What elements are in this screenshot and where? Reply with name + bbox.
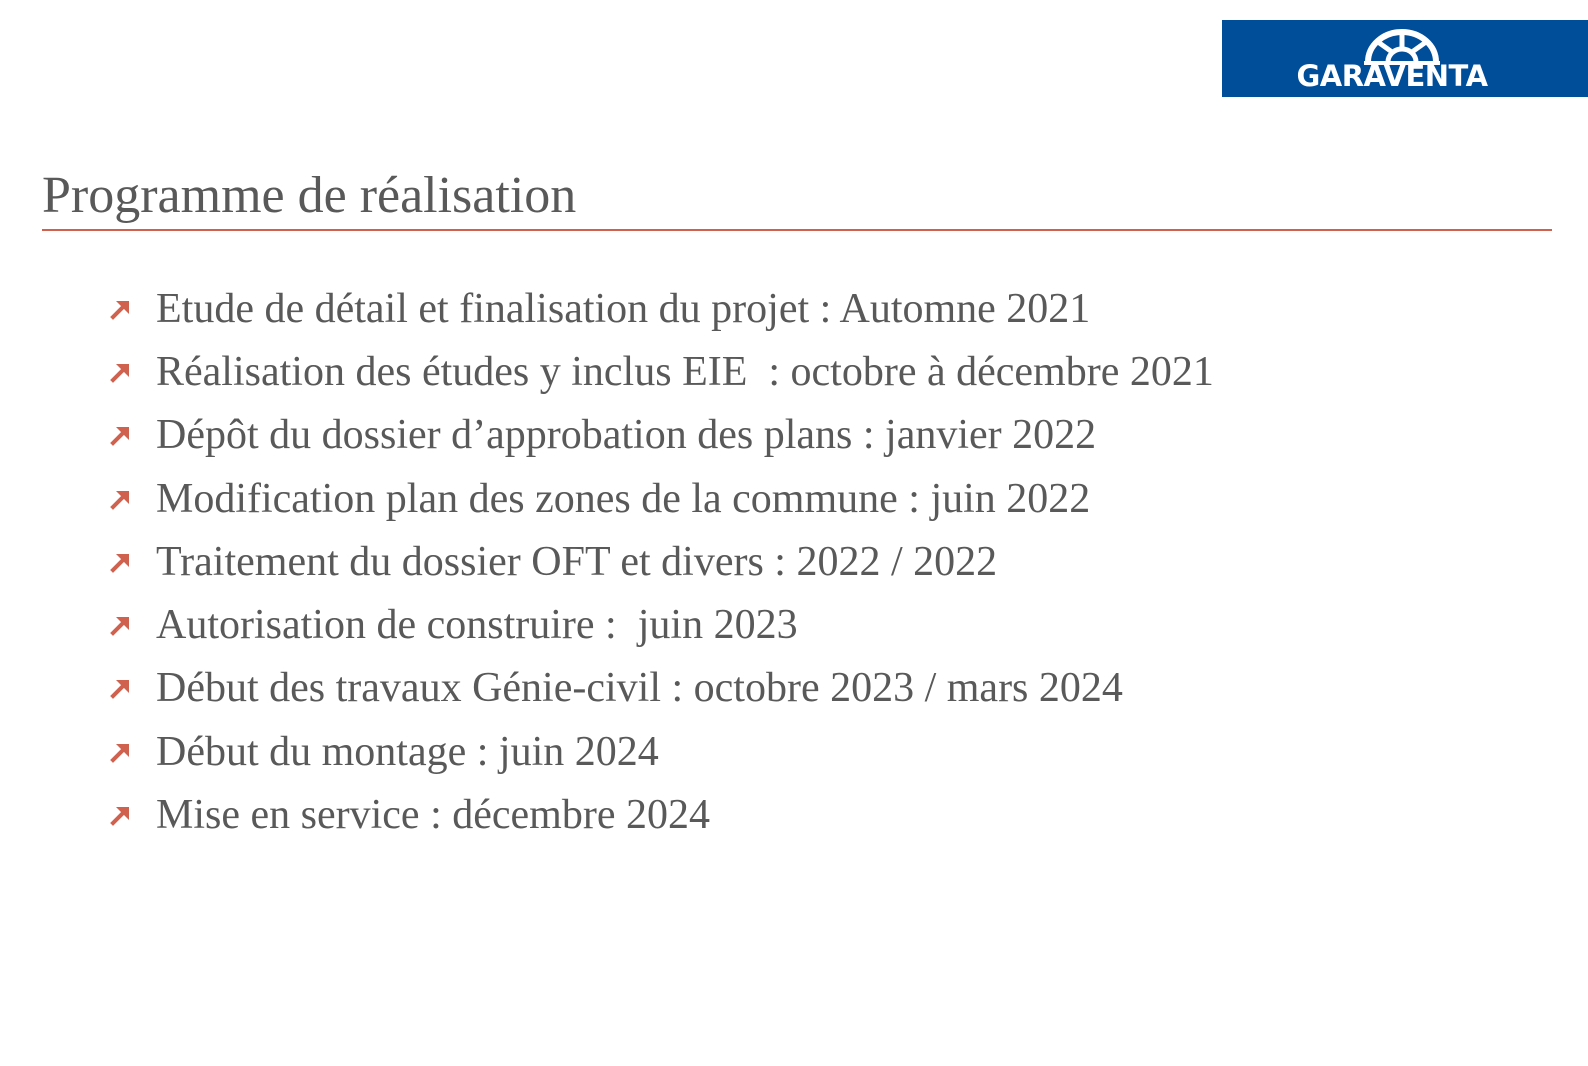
list-item	[108, 530, 1214, 593]
arrow-up-right-icon	[108, 675, 134, 701]
list-item	[108, 277, 1214, 340]
list-item	[108, 783, 1214, 846]
arrow-up-right-icon	[108, 486, 134, 512]
list-item-text: Début du montage : juin 2024	[156, 728, 659, 775]
list-item-text: Traitement du dossier OFT et divers : 2022 / 2022	[156, 538, 998, 585]
arrow-up-right-icon	[108, 296, 134, 322]
page-title: Programme de réalisation	[42, 167, 577, 224]
arrow-up-right-icon	[108, 359, 134, 385]
list-item	[108, 657, 1214, 720]
arrow-up-right-icon	[108, 549, 134, 575]
list-item	[108, 593, 1214, 656]
list-item	[108, 467, 1214, 530]
list-item	[108, 720, 1214, 783]
title-divider	[42, 229, 1552, 231]
list-item-text: Dépôt du dossier d’approbation des plans : janvier 2022	[156, 412, 1097, 459]
arrow-up-right-icon	[108, 612, 134, 638]
list-item-text: Autorisation de construire : juin 2023	[156, 602, 798, 649]
list-item	[108, 404, 1214, 467]
arrow-up-right-icon	[108, 802, 134, 828]
list-item-text: Modification plan des zones de la commune : juin 2022	[156, 475, 1091, 522]
list-item-text: Début des travaux Génie-civil : octobre 2023 / mars 2024	[156, 665, 1123, 712]
milestone-list	[108, 277, 1214, 847]
logo-wordmark: GARAVENTA	[1296, 59, 1488, 93]
list-item-text: Réalisation des études y inclus EIE : octobre à décembre 2021	[156, 348, 1214, 395]
garaventa-logo	[1222, 20, 1588, 97]
arrow-up-right-icon	[108, 739, 134, 765]
list-item-text: Etude de détail et finalisation du projet : Automne 2021	[156, 285, 1091, 332]
arrow-up-right-icon	[108, 422, 134, 448]
list-item	[108, 340, 1214, 403]
list-item-text: Mise en service : décembre 2024	[156, 792, 710, 839]
